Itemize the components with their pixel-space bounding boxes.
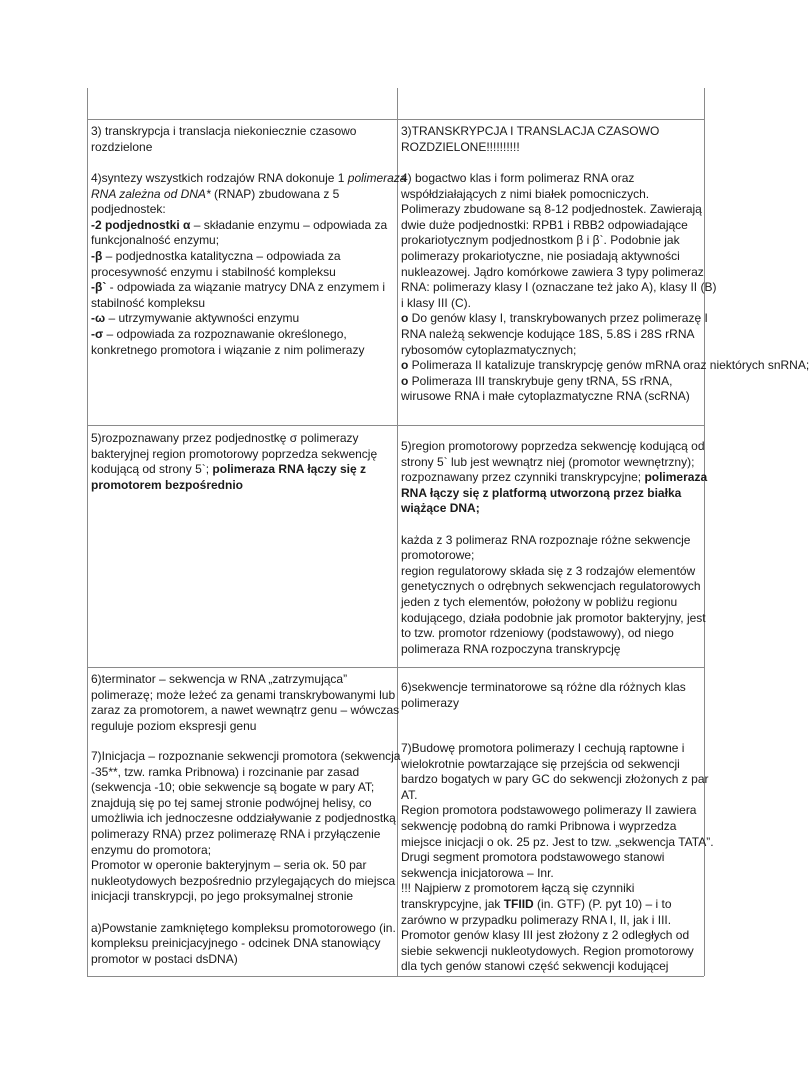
right-cell-4: 4) bogactwo klas i form polimeraz RNA oraz współdziałających z nimi białek pomocniczych. Polimerazy zbudowane są 8-12 podjednostek. Zawierają dwie duże podjednostki: RPB1 i RBB2 odpowiadające prokariotycznym podjednostkom β i β`. Podobnie jak polimerazy prokariotyczne, nie posiadają aktywności nukleazowej. Jądro komórkowe zawiera 3 typy polimeraz RNA: polimerazy klasy I (oznaczane też jako A), klasy II (B) i klasy III (C). o Do genów klasy I, transkrybowanych przez polimerazę I RNA należą sekwencje kodujące 18S, 5.8S i 28S rRNA rybosomów cytoplazmatycznych; o Polimeraza II katalizuje transkrypcję genów mRNA oraz niektórych snRNA; o Polimeraza III transkrybuje geny tRNA, 5S rRNA, wirusowe RNA i małe cytoplazmatyczne RNA (scRNA) — [401, 171, 809, 404]
o2-text: Polimeraza II katalizuje transkrypcję genów mRNA oraz niektórych snRNA; — [408, 358, 809, 373]
alpha-label: -2 podjednostki α — [91, 217, 191, 232]
table-border-left — [87, 88, 88, 976]
left-cell-6: 6)terminator – sekwencja w RNA „zatrzymująca” polimerazę; może leżeć za genami transkrybowanymi lub zaraz za promotorem, a nawet wewnątrz genu – wówczas reguluje poziom ekspresji genu — [91, 672, 400, 733]
left-s4-intro-em-2: RNA zależna od DNA* — [91, 186, 211, 201]
row-separator-1 — [87, 119, 704, 120]
table-border-bottom — [87, 976, 704, 977]
right-cell-3: 3)TRANSKRYPCJA I TRANSLACJA CZASOWO ROZDZIELONE!!!!!!!!!! — [401, 124, 660, 154]
right-cell-6: 6)sekwencje terminatorowe są różne dla różnych klas polimerazy — [401, 680, 686, 710]
left-cell-3 — [91, 124, 356, 155]
left-s3-line-2: rozdzielone — [91, 139, 153, 154]
beta-label: -β — [91, 248, 103, 263]
omega-label: -ω — [91, 311, 106, 326]
left-s4-intro: 4)syntezy wszystkich rodzajów RNA dokonuje 1 — [91, 171, 348, 185]
row-separator-2 — [87, 425, 704, 426]
bullet-o-1: o — [401, 311, 409, 326]
sigma-label: -σ — [91, 326, 104, 341]
left-s4-intro-em-1: polimeraza — [347, 171, 407, 185]
left-cell-4: 4)syntezy wszystkich rodzajów RNA dokonuje 1 polimeraza RNA zależna od DNA* (RNAP) zbudowana z 5 podjednostek: -2 podjednostki α – składanie enzymu – odpowiada za funkcjonalność enzymu; -β – podjednostka katalityczna – odpowiada za procesywność enzymu i stabilność kompleksu -β` - odpowiada za wiązanie matrycy DNA z enzymem i stabilność kompleksu -ω – utrzymywanie aktywności enzymu -σ – odpowiada za rozpoznawanie określonego, konkretnego promotora i wiązanie z nim polimerazy — [91, 171, 407, 357]
left-s3-line-1: 3) transkrypcja i translacja niekoniecznie czasowo — [91, 124, 357, 138]
tfiid-label: TFIID — [503, 896, 534, 911]
bullet-o-2: o — [401, 358, 409, 373]
omega-text: – utrzymywanie aktywności enzymu — [105, 311, 300, 326]
right-cell-5: 5)region promotorowy poprzedza sekwencję kodującą od strony 5` lub jest wewnątrz niej (promotor wewnętrzny); rozpoznawany przez czynniki transkrypcyjne; polimeraza RNA łączy się z platformą utworzoną przez białka wiążące DNA; każda z 3 polimeraz RNA rozpoznaje różne sekwencje promotorowe; region regulatorowy składa się z 3 rodzajów elementów genetycznych o odrębnych sekwencjach regulatorowych jeden z tych elementów, położony w pobliżu regionu kodującego, działa podobnie jak promotor bakteryjny, jest to tzw. promotor rdzeniowy (podstawowy), od niego polimeraza RNA rozpoczyna transkrypcję — [401, 439, 708, 656]
beta-prime-label: -β` — [91, 280, 107, 295]
right-cell-7: 7)Budowę promotora polimerazy I cechują raptowne i wielokrotnie powtarzające się przejścia od sekwencji bardzo bogatych w pary GC do sekwencji złożonych z par AT. Region promotora podstawowego polimerazy II zawiera sekwencję podobną do ramki Pribnowa i wyprzedza miejsce inicjacji o ok. 25 pz. Jest to tzw. „sekwencja TATA”. Drugi segment promotora podstawowego stanowi sekwencja inicjatorowa – Inr. !!! Najpierw z promotorem łączą się czynniki transkrypcyjne, jak TFIID (in. GTF) (P. pyt 10) – i to zarówno w przypadku polimerazy RNA I, II, jak i III. Promotor genów klasy III jest złożony z 2 odległych od siebie sekwencji nukleotydowych. Region promotorowy dla tych genów stanowi część sekwencji kodującej — [401, 741, 714, 974]
bullet-o-3: o — [401, 373, 409, 388]
left-cell-5: 5)rozpoznawany przez podjednostkę σ polimerazy bakteryjnej region promotorowy poprzedza sekwencję kodującą od strony 5`; polimeraza RNA łączy się z promotorem bezpośrednio — [91, 431, 378, 492]
left-cell-7: 7)Inicjacja – rozpoznanie sekwencji promotora (sekwencja -35**, tzw. ramka Pribnowa) i rozcinanie par zasad (sekwencja -10; obie sekwencje są bogate w pary AT; znajdują się po tej samej stronie podwójnej helisy, co umożliwia ich jednoczesne oddziaływanie z podjednostką polimerazy RNA) przez polimerazę RNA i przyłączenie enzymu do promotora; Promotor w operonie bakteryjnym – seria ok. 50 par nukleotydowych bezpośrednio przylegających do miejsca inicjacji transkrypcji, po jego proksymalnej stronie a)Powstanie zamkniętego kompleksu promotorowego (in. kompleksu preinicjacyjnego - odcinek DNA stanowiący promotor w postaci dsDNA) — [91, 749, 401, 966]
row-separator-3 — [87, 667, 704, 668]
